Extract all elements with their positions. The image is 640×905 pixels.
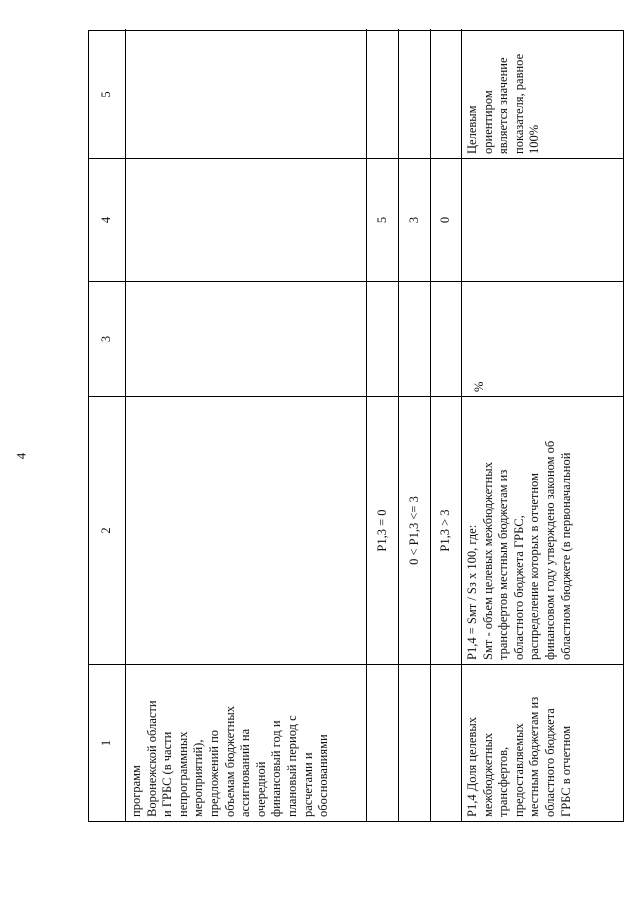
score-cell bbox=[462, 158, 623, 281]
header-col-2: 2 bbox=[89, 396, 125, 664]
table-row bbox=[398, 29, 430, 821]
note-cell bbox=[367, 31, 398, 158]
score-cell: 5 bbox=[367, 158, 398, 281]
indicator-cell: Р1,4 Доля целевых межбюджетных трансфертов, предоставляемых местным бюджетам из областного бюджета ГРБС в отчетном bbox=[462, 664, 623, 821]
unit-cell bbox=[399, 281, 430, 396]
criteria-table bbox=[88, 30, 624, 822]
table-header-row bbox=[89, 29, 125, 821]
note-cell bbox=[431, 31, 461, 158]
note-cell bbox=[126, 31, 366, 158]
header-col-1: 1 bbox=[89, 664, 125, 821]
unit-cell bbox=[431, 281, 461, 396]
indicator-cell bbox=[431, 664, 461, 821]
score-cell: 3 bbox=[399, 158, 430, 281]
header-col-5: 5 bbox=[99, 91, 114, 98]
formula-cell bbox=[126, 396, 366, 664]
indicator-cell bbox=[367, 664, 398, 821]
table-row bbox=[366, 29, 398, 821]
page-number: 4 bbox=[13, 452, 29, 460]
formula-cell: Р1,4 = Sмт / Sз х 100, где: Sмт - объем целевых межбюджетных трансфертов местным бюджетам из областного бюджета ГРБС, распределение которых в отчетном финансовом году утверждено законом об областном бюджете (в первоначальной bbox=[462, 396, 623, 664]
indicator-cell: программ Воронежской области и ГРБС (в части непрограммных мероприятий), предложений по объемам бюджетных ассигнований на очередной финансовый год и плановый период с расчетами и обоснованиями bbox=[126, 664, 366, 821]
note-cell bbox=[399, 31, 430, 158]
note-cell: Целевым ориентиром является значение показателя, равное 100% bbox=[465, 53, 542, 154]
table-row bbox=[125, 29, 366, 821]
score-cell: 0 bbox=[431, 158, 461, 281]
unit-cell bbox=[367, 281, 398, 396]
unit-cell bbox=[126, 281, 366, 396]
indicator-cell bbox=[399, 664, 430, 821]
header-col-4: 4 bbox=[89, 158, 125, 281]
score-cell bbox=[126, 158, 366, 281]
formula-cell: 0 < Р1,3 <= 3 bbox=[399, 396, 430, 664]
table-row bbox=[430, 29, 461, 821]
formula-cell: Р1,3 = 0 bbox=[367, 396, 398, 664]
header-col-3: 3 bbox=[89, 281, 125, 396]
unit-cell: % bbox=[462, 281, 623, 396]
table-row bbox=[461, 29, 623, 821]
formula-cell: Р1,3 > 3 bbox=[431, 396, 461, 664]
rotated-page bbox=[88, 30, 624, 822]
